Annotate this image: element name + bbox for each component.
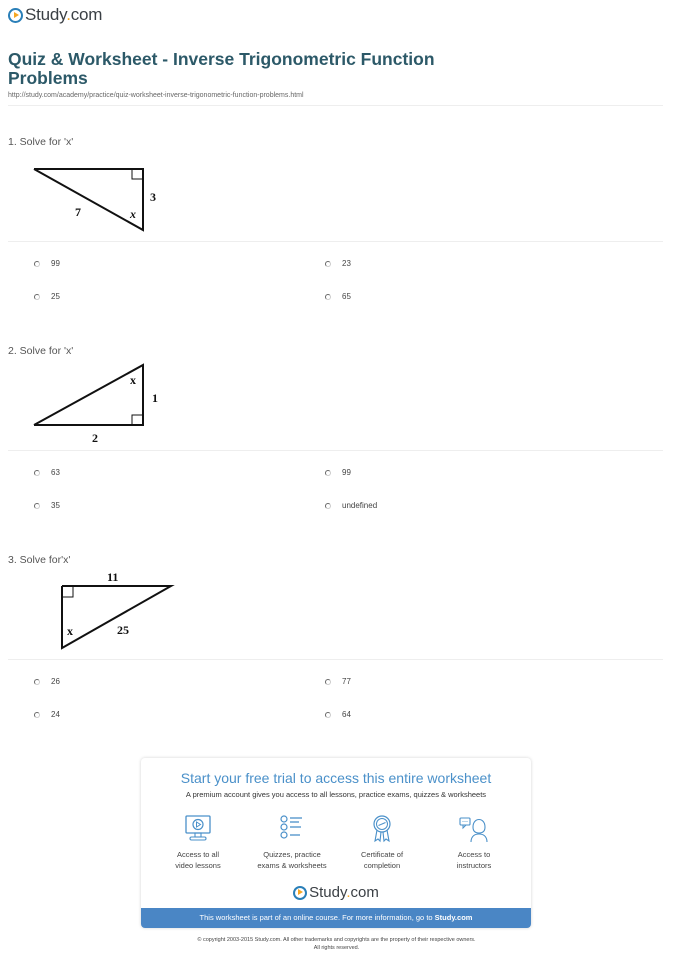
feature-instructors: [429, 813, 519, 871]
svg-text:2: 2: [92, 431, 98, 445]
feature-label: Access to: [457, 850, 491, 859]
svg-text:x: x: [67, 624, 73, 638]
rights-reserved-text: All rights reserved.: [313, 945, 360, 951]
radio-button[interactable]: [34, 470, 40, 476]
svg-text:25: 25: [117, 623, 129, 637]
radio-button[interactable]: [325, 679, 331, 685]
certificate-icon: [367, 813, 397, 843]
radio-button[interactable]: [325, 503, 331, 509]
svg-text:x: x: [130, 373, 136, 387]
question-3-label: 3. Solve for'x': [8, 554, 71, 566]
feature-certificate: [337, 813, 427, 871]
question-2-triangle-figure: [30, 362, 165, 447]
svg-text:7: 7: [75, 205, 81, 219]
feature-quizzes: [247, 813, 337, 871]
quiz-list-icon: [277, 813, 307, 843]
question-3-option-c[interactable]: 24: [34, 710, 60, 719]
study-com-link[interactable]: Study.com: [434, 913, 473, 922]
page-url: http://study.com/academy/practice/quiz-worksheet-inverse-trigonometric-function-problems.html: [8, 92, 304, 99]
logo-wordmark: Study.com: [309, 884, 379, 901]
copyright-footer: [0, 936, 673, 952]
question-2-option-b[interactable]: 99: [325, 468, 351, 477]
copyright-text: © copyright 2003-2015 Study.com. All other trademarks and copyrights are the property of their respective owners.: [197, 937, 476, 943]
feature-label: completion: [363, 861, 401, 870]
video-lessons-icon: [183, 813, 213, 843]
svg-text:3: 3: [150, 190, 156, 204]
feature-video-lessons: [153, 813, 243, 871]
question-1-option-c[interactable]: 25: [34, 292, 60, 301]
promo-bar-text: This worksheet is part of an online course. For more information, go to: [199, 913, 435, 922]
radio-button[interactable]: [34, 294, 40, 300]
question-1-option-a[interactable]: 99: [34, 259, 60, 268]
radio-button[interactable]: [34, 679, 40, 685]
play-logo-icon: [8, 8, 23, 23]
radio-button[interactable]: [34, 503, 40, 509]
question-2-option-a[interactable]: 63: [34, 468, 60, 477]
feature-label: Certificate of: [360, 850, 404, 859]
header-divider: [8, 105, 663, 106]
question-2-divider: [8, 450, 663, 451]
question-3-option-a[interactable]: 26: [34, 677, 60, 686]
question-1-option-d[interactable]: 65: [325, 292, 351, 301]
question-1-label: 1. Solve for 'x': [8, 136, 74, 148]
radio-button[interactable]: [34, 712, 40, 718]
feature-label: Access to all: [176, 850, 220, 859]
question-3-divider: [8, 659, 663, 660]
feature-label: Quizzes, practice: [263, 850, 321, 859]
question-1-triangle-figure: [30, 165, 165, 235]
question-1-option-b[interactable]: 23: [325, 259, 351, 268]
free-trial-promo[interactable]: [141, 758, 531, 928]
question-3-option-d[interactable]: 64: [325, 710, 351, 719]
question-3-option-b[interactable]: 77: [325, 677, 351, 686]
question-2-label: 2. Solve for 'x': [8, 345, 74, 357]
promo-info-bar[interactable]: [141, 908, 531, 928]
question-1-divider: [8, 241, 663, 242]
svg-text:1: 1: [152, 391, 158, 405]
radio-button[interactable]: [34, 261, 40, 267]
feature-label: video lessons: [175, 861, 221, 870]
radio-button[interactable]: [325, 470, 331, 476]
feature-label: exams & worksheets: [257, 861, 327, 870]
radio-button[interactable]: [325, 712, 331, 718]
instructor-icon: [459, 813, 489, 843]
promo-subheading: A premium account gives you access to all lessons, practice exams, quizzes & worksheets: [185, 790, 487, 799]
logo-wordmark: Study.com: [25, 5, 103, 24]
promo-study-logo[interactable]: [141, 884, 531, 901]
study-logo[interactable]: [8, 4, 102, 26]
question-2-option-c[interactable]: 35: [34, 501, 60, 510]
question-2-option-d[interactable]: undefined: [325, 501, 377, 510]
promo-heading: Start your free trial to access this entire worksheet: [180, 770, 492, 786]
question-3-triangle-figure: [55, 568, 180, 653]
radio-button[interactable]: [325, 261, 331, 267]
feature-label: instructors: [456, 861, 492, 870]
play-logo-icon: [293, 886, 307, 900]
svg-text:11: 11: [107, 570, 119, 584]
page-title: Quiz & Worksheet - Inverse Trigonometric Function Problems: [8, 49, 435, 88]
radio-button[interactable]: [325, 294, 331, 300]
svg-text:x: x: [130, 207, 136, 221]
